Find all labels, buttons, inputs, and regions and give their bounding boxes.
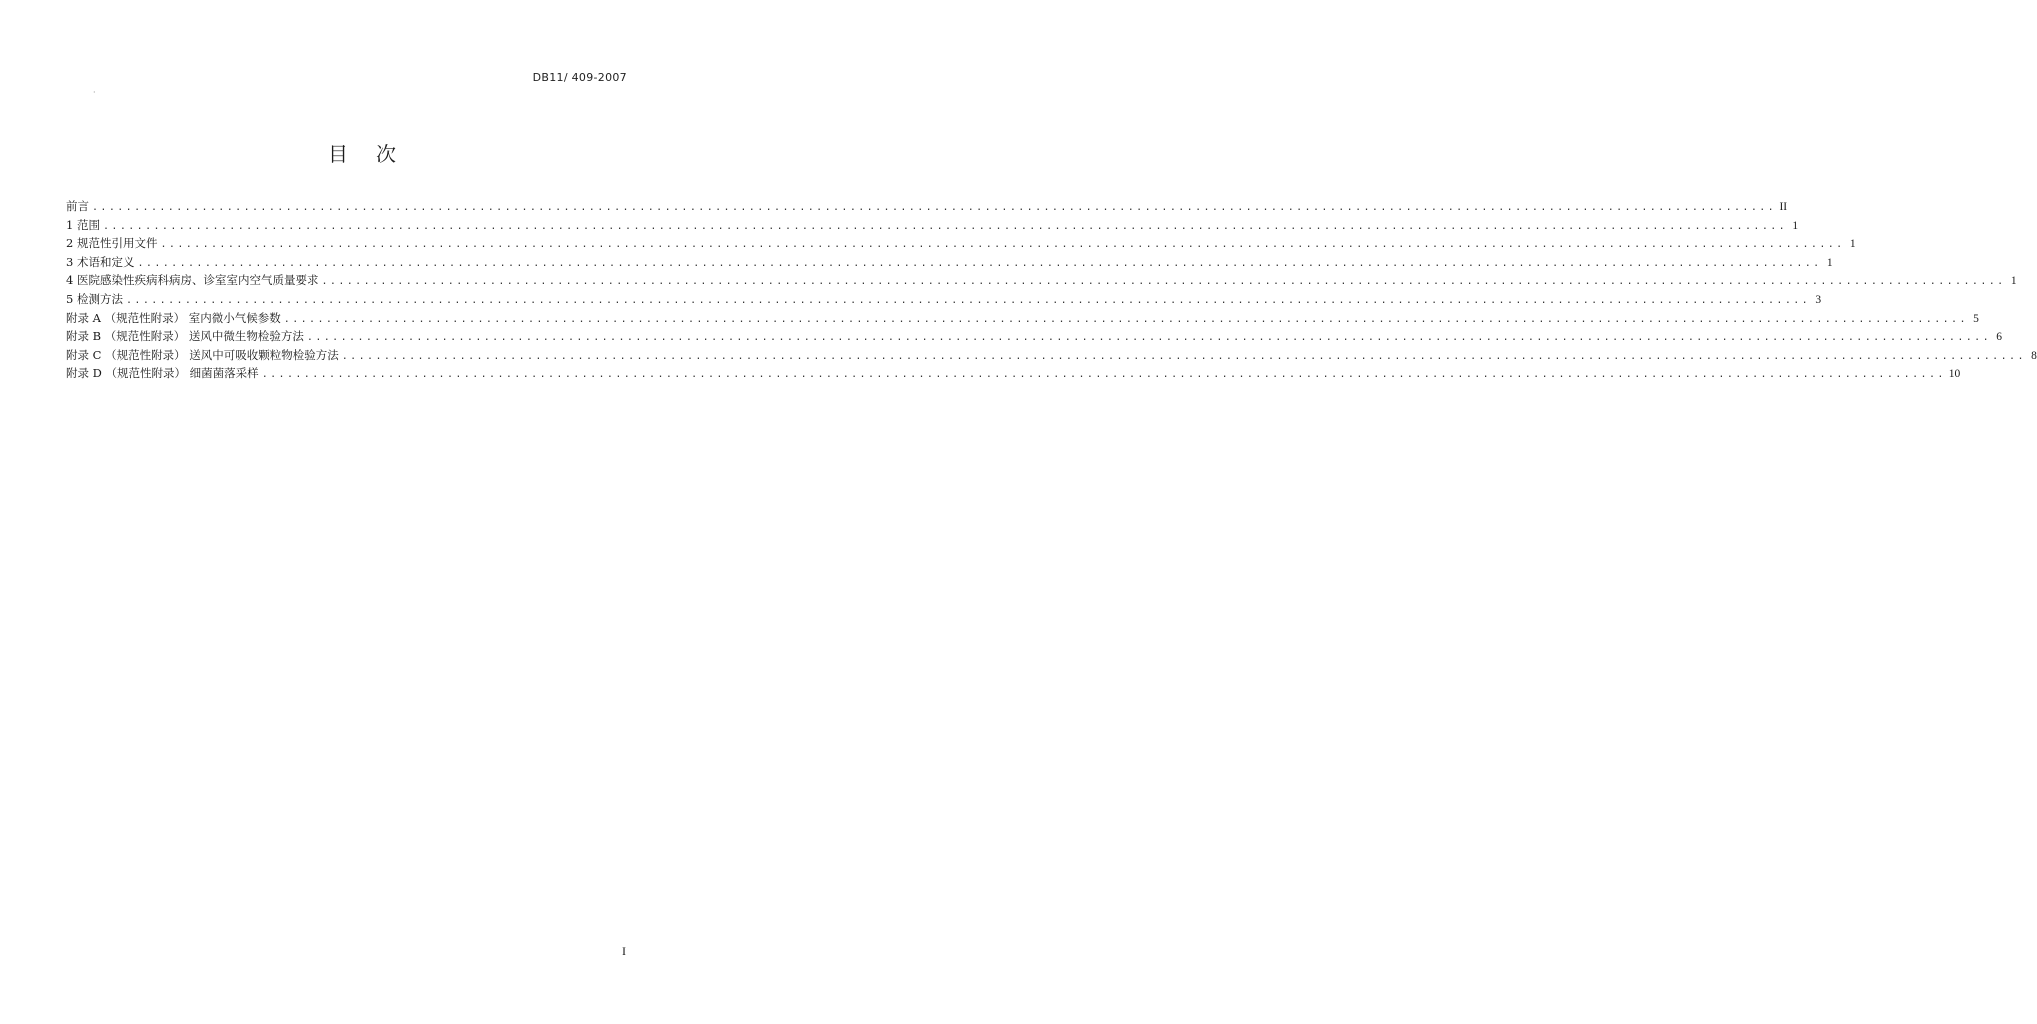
toc-entry-label: 附录 C （规范性附录） 送风中可吸收颗粒物检验方法 xyxy=(66,347,339,362)
toc-entry-page: 1 xyxy=(1849,238,1856,251)
toc-entry-test-methods[interactable] xyxy=(66,291,1822,310)
toc-leader-dots: ........................................................................................................................................................................................................ xyxy=(341,350,2026,362)
table-of-contents xyxy=(66,198,2037,384)
toc-leader-dots: ........................................................................................................................................................................................................ xyxy=(92,202,1777,213)
toc-entry-normative-references[interactable] xyxy=(66,235,1856,254)
toc-entry-page: 3 xyxy=(1815,293,1822,306)
toc-leader-dots: ........................................................................................................................................................................................................ xyxy=(102,220,1788,232)
toc-entry-foreword[interactable] xyxy=(66,198,1788,217)
toc-entry-appendix-c[interactable] xyxy=(66,347,2037,366)
scan-speck: · xyxy=(93,88,96,97)
toc-entry-label: 5 检测方法 xyxy=(66,291,123,306)
toc-entry-label: 附录 B （规范性附录） 送风中微生物检验方法 xyxy=(66,329,304,344)
document-code: DB11/ 409-2007 xyxy=(532,71,627,84)
toc-entry-label: 前言 xyxy=(66,199,89,213)
toc-entry-label: 1 范围 xyxy=(66,217,100,232)
toc-entry-page: 6 xyxy=(1996,331,2003,344)
toc-entry-label: 附录 D （规范性附录） 细菌菌落采样 xyxy=(66,366,259,381)
toc-leader-dots: ........................................................................................................................................................................................................ xyxy=(160,239,1845,251)
toc-leader-dots: ........................................................................................................................................................................................................ xyxy=(261,369,1946,381)
toc-entry-page: 8 xyxy=(2031,349,2037,362)
toc-leader-dots: ........................................................................................................................................................................................................ xyxy=(125,294,1811,306)
toc-entry-appendix-a[interactable] xyxy=(66,310,1979,329)
page-number: I xyxy=(622,944,626,958)
toc-entry-page: II xyxy=(1779,201,1788,213)
toc-entry-label: 4 医院感染性疾病科病房、诊室室内空气质量要求 xyxy=(66,273,319,288)
toc-entry-label: 2 规范性引用文件 xyxy=(66,236,158,251)
toc-entry-label: 附录 A （规范性附录） 室内微小气候参数 xyxy=(66,310,281,325)
toc-leader-dots: ........................................................................................................................................................................................................ xyxy=(283,313,1968,325)
toc-entry-requirements[interactable] xyxy=(66,272,2017,291)
toc-entry-terms[interactable] xyxy=(66,254,1833,273)
page-title: 目次 xyxy=(328,142,424,166)
toc-entry-appendix-d[interactable] xyxy=(66,365,1961,384)
toc-entry-page: 10 xyxy=(1948,368,1961,381)
toc-entry-scope[interactable] xyxy=(66,217,1799,236)
toc-entry-page: 1 xyxy=(2010,275,2017,288)
toc-entry-appendix-b[interactable] xyxy=(66,328,2003,347)
toc-entry-page: 1 xyxy=(1826,256,1833,269)
toc-leader-dots: ........................................................................................................................................................................................................ xyxy=(306,332,1992,344)
toc-entry-label: 3 术语和定义 xyxy=(66,254,135,269)
toc-leader-dots: ........................................................................................................................................................................................................ xyxy=(137,257,1822,269)
toc-leader-dots: ........................................................................................................................................................................................................ xyxy=(321,276,2006,288)
toc-entry-page: 5 xyxy=(1973,312,1979,325)
toc-entry-page: 1 xyxy=(1792,219,1799,232)
